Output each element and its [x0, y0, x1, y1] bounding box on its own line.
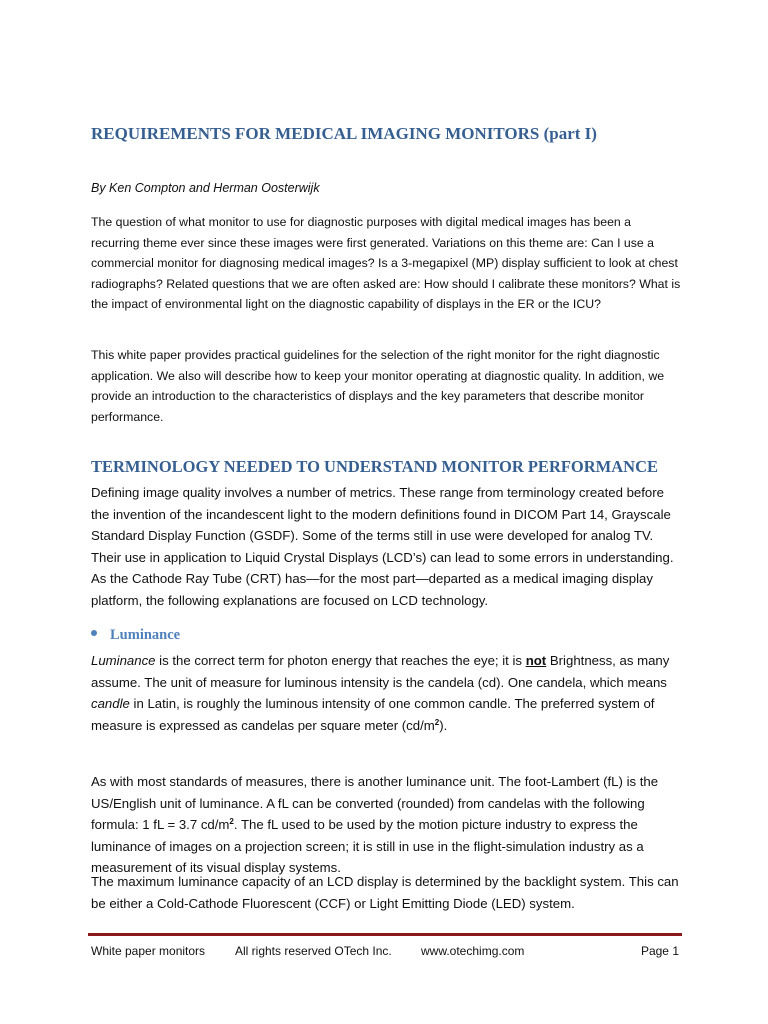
intro-paragraph-1: The question of what monitor to use for diagnostic purposes with digital medical images has been a recurring theme ever since these images were first generated. Variations on this theme are: Can I use a commercial monitor for diagnosing medical images? Is a 3-megapixel (MP) display sufficient to look at chest radiographs? Related questions that we are often asked are: How should I calibrate these monitors? What is the impact of environmental light on the diagnostic capability of displays in the ER or the ICU?	[91, 215, 681, 311]
footer-doc-name: White paper monitors	[91, 944, 206, 958]
luminance-paragraph-2: As with most standards of measures, there is another luminance unit. The foot-Lambert (fL) is the US/English unit of luminance. A fL can be converted (rounded) from candelas with the following formula: 1 fL = 3.7 $cd/m^2$. The fL used to be used by the motion picture industry to express the luminance of images on a projection screen; it is still in use in the flight-simulation industry as a measurement of its visual display systems.	[91, 774, 659, 876]
section-paragraph: Defining image quality involves a number of metrics. These range from terminology created before the invention of the incandescent light to the modern definitions found in DICOM Part 14, Grayscale Standard Display Function (GSDF). Some of the terms still in use were developed for analog TV. Their use in application to Liquid Crystal Displays (LCD’s) can lead to some errors in understanding. As the Cathode Ray Tube (CRT) has—for the most part—departed as a medical imaging display platform, the following explanations are focused on LCD technology.	[91, 485, 674, 608]
luminance-paragraph-1: Luminance is the correct term for photon energy that reaches the eye; it is not Brightness, as many assume. The unit of measure for luminous intensity is the candela (cd). One candela, which means candle in Latin, is roughly the luminous intensity of one common candle. The preferred system of measure is expressed as candelas per square meter $(cd/m^2)$.	[91, 653, 670, 733]
luminance-term: Luminance	[91, 653, 156, 668]
candle-term: candle	[91, 696, 130, 712]
intro-paragraph-2: This white paper provides practical guidelines for the selection of the right monitor for the right diagnostic application. We also will describe how to keep your monitor operating at diagnostic quality. In addition, we provide an introduction to the characteristics of displays and the key parameters that describe monitor performance.	[91, 348, 665, 424]
footer-rule	[88, 933, 682, 936]
footer-rights: All rights reserved OTech Inc.	[235, 944, 392, 958]
title-main: REQUIREMENTS FOR MEDICAL IMAGING MONITORS	[91, 124, 540, 143]
title-part: (part I)	[543, 124, 597, 143]
footer-url[interactable]: www.otechimg.com	[421, 944, 525, 958]
section-heading: TERMINOLOGY NEEDED TO UNDERSTAND MONITOR PERFORMANCE	[91, 457, 659, 476]
emphasis-not: not	[525, 653, 547, 668]
luminance-paragraph-3: The maximum luminance capacity of an LCD display is determined by the backlight system. This can be either a Cold-Cathode Fluorescent (CCF) or Light Emitting Diode (LED) system.	[91, 874, 679, 911]
luminance-heading: Luminance	[110, 627, 181, 643]
byline: By Ken Compton and Herman Oosterwijk	[91, 181, 320, 195]
luminance-heading-row	[91, 626, 180, 648]
document-title	[91, 124, 691, 144]
bullet-icon	[91, 630, 97, 636]
footer-page-number: Page 1	[640, 944, 679, 958]
